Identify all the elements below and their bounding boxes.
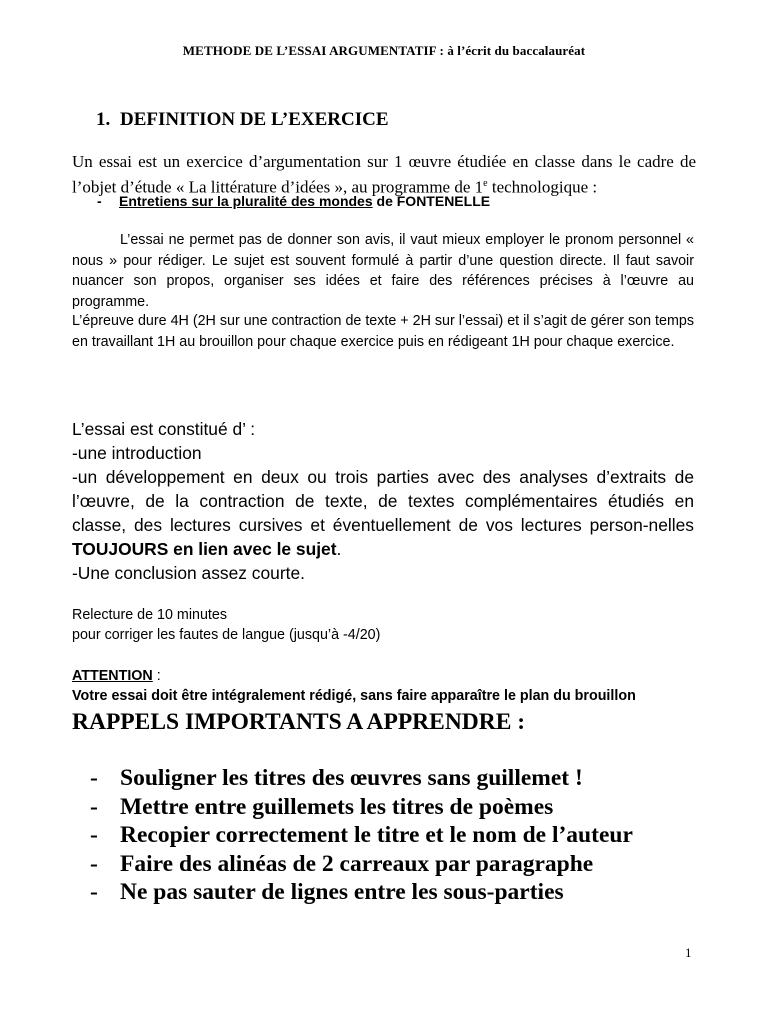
rappels-heading: RAPPELS IMPORTANTS A APPRENDRE :	[72, 709, 526, 735]
rule-item	[90, 878, 633, 907]
relecture-note	[72, 605, 380, 645]
paragraph-duration: L’épreuve dure 4H (2H sur une contraction de texte + 2H sur l’essai) et il s’agit de gérer son temps en travaillant 1H au brouillon pour chaque exercice puis en rédigeant 1H pour chaque exercice.	[72, 313, 694, 350]
rule-dash: -	[90, 793, 98, 820]
section-heading	[96, 109, 389, 131]
attention-heading	[72, 666, 636, 686]
section-title: DEFINITION DE L’EXERCICE	[120, 109, 389, 130]
section-number: 1.	[96, 109, 111, 130]
page-number: 1	[685, 945, 692, 960]
work-author: de FONTENELLE	[372, 193, 491, 209]
structure-lead: L’essai est constitué d’ :	[72, 419, 256, 439]
development-text: -un développement en deux ou trois parties avec des analyses d’extraits de l’œuvre, de la contraction de texte, de textes complémentaires étudiés en classe, des lectures cursives et éventuellement de vos lectures person-nelles	[72, 467, 694, 535]
rule-text: Souligner les titres des œuvres sans guillemet !	[120, 765, 583, 791]
rule-text: Mettre entre guillemets les titres de poèmes	[120, 793, 554, 820]
development-emphasis: TOUJOURS en lien avec le sujet	[72, 539, 337, 559]
rule-text: Faire des alinéas de 2 carreaux par paragraphe	[120, 850, 594, 877]
development-end: .	[336, 539, 342, 559]
attention-colon: :	[152, 668, 161, 684]
rule-item	[90, 821, 633, 850]
structure-item-introduction: -une introduction	[72, 443, 202, 463]
rule-dash: -	[90, 879, 98, 905]
rule-text: Recopier correctement le titre et le nom de l’auteur	[120, 822, 633, 848]
intro-text: Un essai est un exercice d’argumentation sur 1 œuvre étudiée en classe dans le cadre de l’objet d’étude « La littérature d’idées », au programme de 1	[72, 152, 696, 197]
rule-text: Ne pas sauter de lignes entre les sous-parties	[120, 879, 564, 905]
paragraph-opinion: L’essai ne permet pas de donner son avis, il vaut mieux employer le pronom personnel « nous » pour rédiger. Le sujet est souvent formulé à partir d’une question directe. Il faut savoir nuancer son propos, organiser ses idées et faire des références précises à l’œuvre au programme.	[72, 232, 694, 310]
rules-list	[90, 764, 633, 907]
attention-block	[72, 666, 636, 706]
document-header: METHODE DE L’ESSAI ARGUMENTATIF : à l’écrit du baccalauréat	[182, 43, 586, 58]
bullet-dash: -	[97, 193, 102, 209]
rule-item	[90, 764, 633, 793]
structure-item-development	[72, 465, 694, 561]
relecture-line2: pour corriger les fautes de langue (jusqu’à -4/20)	[72, 627, 381, 643]
rule-dash: -	[90, 850, 98, 877]
rule-dash: -	[90, 822, 98, 848]
work-title: Entretiens sur la pluralité des mondes	[119, 193, 373, 209]
attention-text: Votre essai doit être intégralement rédigé, sans faire apparaître le plan du brouillon	[72, 688, 636, 704]
intro-paragraph	[72, 151, 696, 199]
essay-structure	[72, 417, 694, 585]
attention-label: ATTENTION	[72, 668, 153, 684]
structure-item-conclusion: -Une conclusion assez courte.	[72, 563, 305, 583]
rule-item	[90, 850, 633, 879]
rule-dash: -	[90, 765, 98, 791]
rule-item	[90, 793, 633, 822]
intro-text-end: technologique :	[487, 177, 598, 197]
work-bullet	[97, 193, 490, 209]
intro-superscript: e	[483, 178, 488, 189]
relecture-line1: Relecture de 10 minutes	[72, 607, 227, 623]
